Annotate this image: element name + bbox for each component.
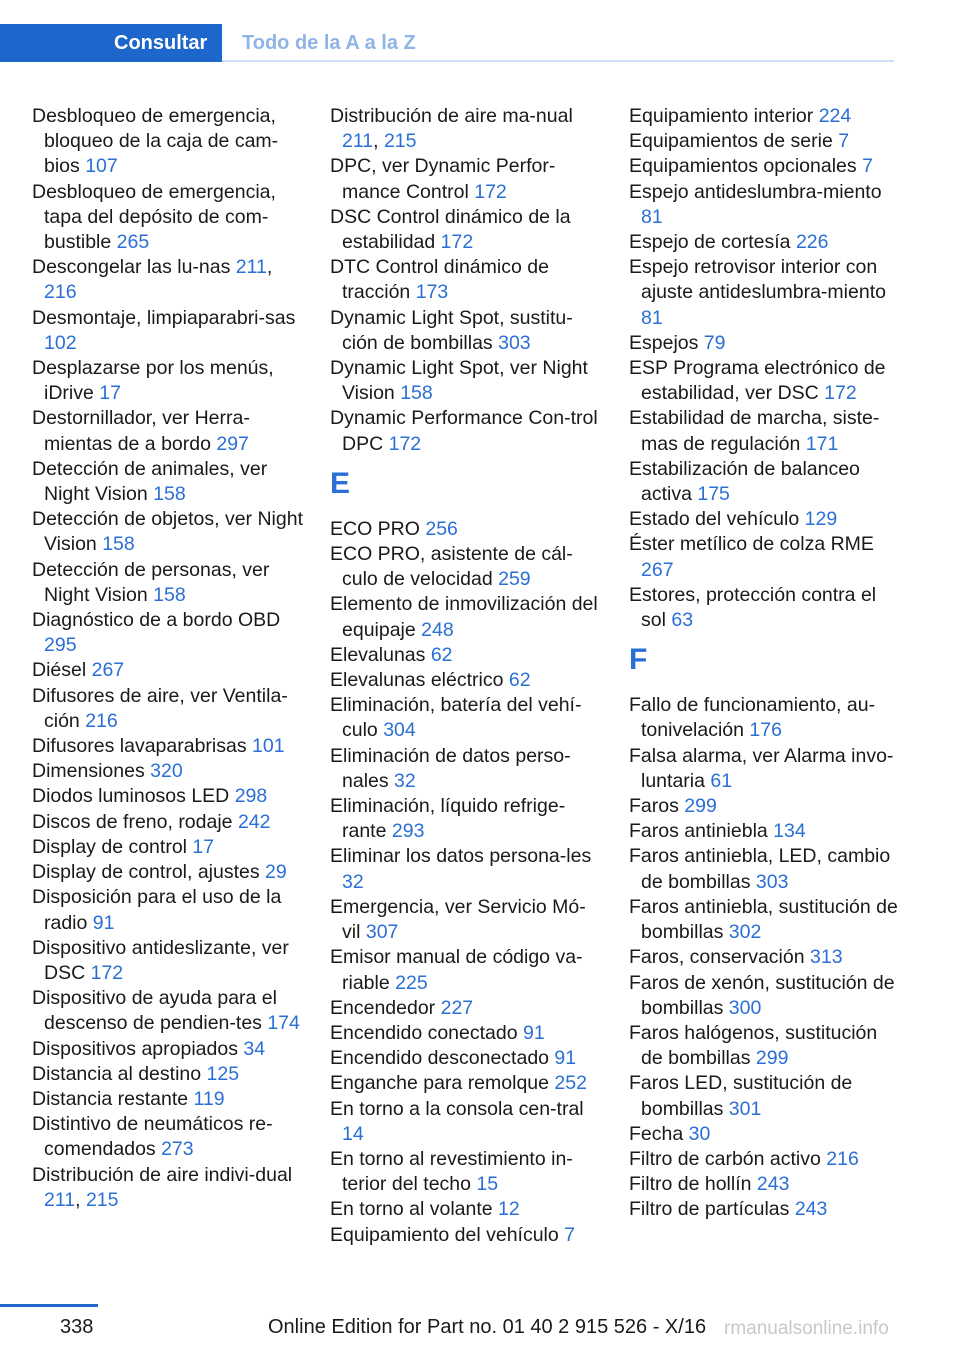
index-entry	[32, 860, 304, 885]
index-entry	[629, 1197, 901, 1222]
index-term: Distribución de aire indivi-dual	[32, 1163, 293, 1186]
page-reference-link[interactable]: 307	[365, 921, 399, 944]
index-column-3	[629, 104, 901, 1223]
index-term: Emergencia, ver Servicio Mó-vil	[330, 895, 586, 944]
page-reference-link[interactable]: 176	[749, 719, 782, 742]
index-term: Elevalunas eléctrico	[330, 669, 509, 692]
index-term: Difusores de aire, ver Ventila-ción	[32, 684, 288, 732]
page-reference-link[interactable]: 299	[684, 795, 717, 818]
page-reference-link[interactable]: 226	[795, 231, 829, 254]
index-term: Espejo retrovisor interior con ajuste antideslumbra-miento	[629, 256, 886, 304]
page-reference-link[interactable]: 63	[671, 609, 694, 632]
index-entry	[32, 356, 304, 406]
index-entry	[32, 810, 304, 835]
index-entry	[32, 608, 304, 658]
index-entry	[330, 542, 602, 592]
index-term: Dynamic Light Spot, ver Night Vision	[330, 357, 588, 405]
page-reference-link[interactable]: 17	[99, 382, 121, 405]
index-entry	[629, 1172, 901, 1197]
index-term: Desbloqueo de emergencia, bloqueo de la caja de cam-bios	[32, 105, 279, 178]
page-reference-link[interactable]: 14	[342, 1122, 364, 1145]
page-reference-link[interactable]: 211	[44, 1188, 76, 1211]
index-entry	[330, 205, 602, 255]
index-entry	[32, 936, 304, 986]
index-entry	[629, 895, 901, 945]
section-letter: F	[629, 643, 648, 677]
index-term: Estabilidad de marcha, siste-mas de regulación	[629, 407, 880, 455]
index-term: Equipamientos de serie	[629, 130, 839, 153]
page-reference-link[interactable]: 299	[755, 1047, 789, 1070]
index-term: Descongelar las lu-nas	[32, 256, 236, 279]
index-term: Faros de xenón, sustitución de bombillas	[629, 971, 895, 1019]
page-reference-link[interactable]: 259	[498, 568, 531, 591]
index-term: Distancia restante	[32, 1087, 194, 1110]
index-term: Equipamientos opcionales	[629, 155, 863, 178]
index-entry	[629, 583, 901, 633]
page-reference-link[interactable]: 91	[522, 1021, 545, 1044]
index-term: Faros	[629, 795, 685, 818]
index-entry	[32, 457, 304, 507]
index-term: Dimensiones	[32, 760, 151, 783]
page-reference-link[interactable]: 242	[237, 810, 271, 833]
page-reference-link[interactable]: 211	[342, 130, 374, 153]
page-reference-link[interactable]: 256	[425, 517, 458, 540]
index-entry	[629, 1122, 901, 1147]
index-entry	[629, 154, 901, 179]
index-entry	[330, 1147, 602, 1197]
index-entry	[32, 734, 304, 759]
index-column-2	[330, 104, 602, 1248]
index-term: Discos de freno, rodaje	[32, 810, 238, 833]
index-term: Encendido desconectado	[330, 1047, 555, 1070]
page-reference-link[interactable]: 32	[394, 769, 416, 792]
page-reference-link[interactable]: 225	[395, 971, 428, 994]
index-entry	[330, 1021, 602, 1046]
index-term: ESP Programa electrónico de estabilidad, ver DSC	[629, 357, 886, 405]
index-term: Distintivo de neumáticos re-comendados	[32, 1113, 273, 1161]
index-entry	[32, 1062, 304, 1087]
index-term: Elemento de inmovilización del equipaje	[330, 593, 598, 641]
page-reference-link[interactable]: 7	[862, 155, 873, 178]
index-term: Faros halógenos, sustitución de bombillas	[629, 1021, 878, 1070]
page-reference-link[interactable]: 267	[91, 659, 125, 682]
page-reference-link[interactable]: 216	[44, 281, 77, 304]
index-entry	[629, 457, 901, 507]
index-entry	[32, 759, 304, 784]
index-term: Destornillador, ver Herra-mientas de a bordo	[32, 407, 250, 455]
index-term: Difusores lavaparabrisas	[32, 735, 253, 758]
index-entry	[629, 406, 901, 456]
index-term: Estado del vehículo	[629, 508, 805, 531]
index-entry: Distribución de aire ma-nual 211, 215	[330, 105, 573, 153]
index-term: Filtro de hollín	[629, 1173, 757, 1196]
page-reference-link[interactable]: 101	[252, 735, 285, 758]
page-reference-link[interactable]: 215	[85, 1188, 119, 1211]
index-term: Detección de animales, ver Night Vision	[32, 457, 268, 506]
index-entry	[629, 532, 901, 582]
index-entry	[330, 592, 602, 642]
index-term: En torno a la consola cen-tral	[330, 1097, 584, 1120]
index-term: Equipamiento del vehículo	[330, 1223, 565, 1246]
page-reference-link[interactable]: 61	[710, 769, 733, 792]
index-term: Fecha	[629, 1122, 689, 1145]
index-entry: Descongelar las lu-nas 211, 216	[32, 256, 273, 304]
index-entry	[32, 180, 304, 256]
page-reference-link[interactable]: 243	[756, 1173, 790, 1196]
index-term: Estores, protección contra el sol	[629, 583, 877, 632]
index-entry	[32, 885, 304, 935]
index-term: Faros antiniebla, LED, cambio de bombillas	[629, 845, 891, 893]
page-reference-link[interactable]: 300	[728, 996, 762, 1019]
index-entry	[629, 1071, 901, 1121]
index-term: Filtro de partículas	[629, 1198, 795, 1221]
page-reference-link[interactable]: 129	[804, 508, 838, 531]
index-term: Filtro de carbón activo	[629, 1147, 827, 1170]
index-entry	[629, 180, 901, 230]
page-reference-link[interactable]: 172	[388, 432, 422, 455]
index-term: En torno al volante	[330, 1198, 499, 1221]
page-reference-link[interactable]: 211	[235, 256, 267, 279]
index-term: Emisor manual de código va-riable	[330, 946, 583, 994]
page-reference-link[interactable]: 158	[400, 382, 433, 405]
page-reference-link[interactable]: 32	[342, 870, 364, 893]
index-entry	[629, 744, 901, 794]
index-entry	[32, 306, 304, 356]
index-entry	[629, 507, 901, 532]
index-term: Eliminación, batería del vehí-culo	[330, 694, 582, 742]
index-term: Elevalunas	[330, 643, 431, 666]
index-entry	[629, 844, 901, 894]
page-reference-link[interactable]: 297	[216, 432, 249, 455]
index-entry	[629, 104, 901, 129]
index-entry	[330, 1097, 602, 1147]
page-reference-link[interactable]: 273	[161, 1138, 194, 1161]
index-entry	[330, 844, 602, 894]
index-term: Espejo antideslumbra-miento	[629, 180, 882, 203]
index-entry	[330, 306, 602, 356]
page-reference-link[interactable]: 216	[826, 1147, 859, 1170]
index-entry	[32, 986, 304, 1036]
index-term: En torno al revestimiento in-terior del techo	[330, 1147, 573, 1196]
index-entry	[330, 996, 602, 1021]
page-reference-link[interactable]: 215	[383, 130, 417, 153]
page-reference-link[interactable]: 62	[508, 669, 531, 692]
index-term: Eliminación, líquido refrige-rante	[330, 795, 566, 843]
index-term: Dynamic Light Spot, sustitu-ción de bombillas	[330, 306, 573, 354]
index-entry	[330, 643, 602, 668]
page-reference-link[interactable]: 216	[85, 709, 118, 732]
index-entry	[629, 1147, 901, 1172]
page-reference-link[interactable]: 134	[773, 820, 806, 843]
index-term: Equipamiento interior	[629, 105, 819, 127]
tab-consultar[interactable]: Consultar	[0, 24, 222, 62]
page-reference-link[interactable]: 298	[234, 785, 268, 808]
index-entry	[629, 230, 901, 255]
index-entry	[330, 154, 602, 204]
page-reference-link[interactable]: 295	[44, 634, 77, 657]
index-entry	[330, 1071, 602, 1096]
page-reference-link[interactable]: 119	[193, 1087, 225, 1110]
index-entry	[330, 255, 602, 305]
index-term: Desbloqueo de emergencia, tapa del depósito de com-bustible	[32, 180, 276, 254]
index-entry	[32, 406, 304, 456]
index-entry	[629, 356, 901, 406]
index-entry	[32, 1087, 304, 1112]
index-term: Faros antiniebla, sustitución de bombillas	[629, 895, 898, 944]
index-term: DTC Control dinámico de tracción	[330, 256, 549, 304]
page-reference-link[interactable]: 174	[267, 1012, 300, 1035]
page-reference-link[interactable]: 102	[44, 331, 77, 354]
index-term: DSC Control dinámico de la estabilidad	[330, 205, 571, 254]
index-term: Faros antiniebla	[629, 820, 774, 843]
index-entry	[330, 895, 602, 945]
index-term: Display de control, ajustes	[32, 861, 266, 884]
index-term: Dynamic Performance Con-trol DPC	[330, 407, 598, 455]
page-reference-link[interactable]: 303	[755, 870, 789, 893]
index-entry	[629, 255, 901, 331]
index-entry	[32, 658, 304, 683]
tab-todo-a-z[interactable]: Todo de la A a la Z	[242, 32, 416, 54]
page-reference-link[interactable]: 30	[688, 1122, 711, 1145]
index-term: Espejo de cortesía	[629, 231, 796, 254]
index-term: Eliminar los datos persona-les	[330, 845, 592, 868]
index-entry	[330, 406, 602, 456]
page-reference-link[interactable]: 243	[794, 1198, 828, 1221]
index-entry	[32, 835, 304, 860]
index-term: Distancia al destino	[32, 1062, 207, 1085]
index-entry	[330, 668, 602, 693]
index-term: Encendido conectado	[330, 1021, 523, 1044]
page-reference-link[interactable]: 252	[554, 1072, 587, 1095]
page-reference-link[interactable]: 171	[805, 432, 839, 455]
index-entry	[32, 507, 304, 557]
index-term: Eliminación de datos perso-nales	[330, 744, 571, 792]
page-reference-link[interactable]: 7	[838, 130, 850, 153]
page-reference-link[interactable]: 158	[102, 533, 135, 556]
index-term: Dispositivo de ayuda para el descenso de pendien-tes	[32, 987, 277, 1035]
watermark: rmanualsonline.info	[724, 1318, 889, 1339]
section-letter: E	[330, 466, 351, 500]
index-term: Detección de objetos, ver Night Vision	[32, 508, 303, 556]
index-entry	[629, 331, 901, 356]
index-entry: Distribución de aire indivi-dual 211, 215	[32, 1163, 293, 1211]
page-reference-link[interactable]: 224	[818, 105, 852, 127]
index-term: Éster metílico de colza RME	[629, 533, 874, 556]
page-reference-link[interactable]: 29	[265, 861, 287, 884]
index-term: Estabilización de balanceo activa	[629, 457, 860, 506]
index-term: Diagnóstico de a bordo OBD	[32, 609, 281, 632]
index-entry	[32, 684, 304, 734]
index-entry	[32, 104, 304, 180]
edition-text: Online Edition for Part no. 01 40 2 915 526 - X/16	[268, 1316, 707, 1338]
index-entry	[32, 1037, 304, 1062]
index-entry	[330, 945, 602, 995]
index-term: ECO PRO	[330, 517, 426, 540]
page-reference-link[interactable]: 62	[430, 643, 453, 666]
index-term: Desmontaje, limpiaparabri-sas	[32, 306, 296, 329]
index-term: Enganche para remolque	[330, 1072, 555, 1095]
page-reference-link[interactable]: 293	[391, 820, 425, 843]
page-reference-link[interactable]: 172	[440, 231, 474, 254]
page-reference-link[interactable]: 91	[554, 1047, 577, 1070]
index-term: Fallo de funcionamiento, au-tonivelación	[629, 694, 876, 742]
index-term: DPC, ver Dynamic Perfor-mance Control	[330, 155, 556, 203]
page-reference-link[interactable]: 172	[474, 180, 507, 203]
index-term: Diésel	[32, 659, 92, 682]
index-entry	[330, 356, 602, 406]
index-entry	[629, 971, 901, 1021]
page-reference-link[interactable]: 107	[85, 155, 118, 178]
page-reference-link[interactable]: 320	[150, 760, 183, 783]
page-reference-link[interactable]: 17	[192, 835, 215, 858]
index-entry	[330, 744, 602, 794]
page-reference-link[interactable]: 303	[498, 331, 531, 354]
index-entry	[629, 693, 901, 743]
index-term: Espejos	[629, 331, 704, 354]
page-reference-link[interactable]: 175	[697, 483, 730, 506]
page-reference-link[interactable]: 302	[728, 921, 762, 944]
index-entry	[330, 794, 602, 844]
page-reference-link[interactable]: 79	[703, 331, 726, 354]
page-reference-link[interactable]: 313	[810, 946, 843, 969]
index-entry	[629, 794, 901, 819]
page-reference-link[interactable]: 173	[415, 281, 449, 304]
index-term: Encendedor	[330, 996, 441, 1019]
footer-rule	[0, 1304, 98, 1307]
index-entry	[330, 1197, 602, 1222]
index-entry	[32, 1112, 304, 1162]
page-reference-link[interactable]: 34	[243, 1037, 266, 1060]
page-reference-link[interactable]: 81	[641, 306, 663, 329]
page-reference-link[interactable]: 7	[564, 1223, 576, 1246]
page-reference-link[interactable]: 15	[476, 1173, 499, 1196]
index-entry	[330, 517, 602, 542]
index-entry	[330, 693, 602, 743]
index-term: Dispositivos apropiados	[32, 1037, 244, 1060]
page-reference-link[interactable]: 158	[153, 583, 186, 606]
page-reference-link[interactable]: 81	[641, 205, 663, 228]
page-reference-link[interactable]: 12	[498, 1198, 520, 1221]
index-term: Disposición para el uso de la radio	[32, 886, 282, 934]
page-reference-link[interactable]: 301	[728, 1097, 762, 1120]
page-reference-link[interactable]: 227	[440, 996, 474, 1019]
index-term: Faros LED, sustitución de bombillas	[629, 1072, 853, 1120]
page-reference-link[interactable]: 91	[92, 911, 115, 934]
index-term: Desplazarse por los menús, iDrive	[32, 357, 274, 405]
index-entry	[32, 784, 304, 809]
page-reference-link[interactable]: 248	[421, 618, 454, 641]
page-number: 338	[60, 1316, 94, 1338]
index-entry	[629, 1021, 901, 1071]
header	[0, 0, 960, 64]
index-term: Dispositivo antideslizante, ver DSC	[32, 936, 289, 984]
index-entry	[629, 129, 901, 154]
index-term: Falsa alarma, ver Alarma invo-luntaria	[629, 744, 894, 792]
index-entry	[330, 1046, 602, 1071]
page-reference-link[interactable]: 265	[116, 231, 150, 254]
index-term: Display de control	[32, 835, 193, 858]
index-entry	[32, 558, 304, 608]
page-reference-link[interactable]: 172	[90, 961, 124, 984]
index-column-1	[32, 104, 304, 1213]
index-entry	[629, 819, 901, 844]
index-term: Distribución de aire ma-nual	[330, 105, 573, 127]
page-reference-link[interactable]: 267	[641, 558, 674, 581]
page-reference-link[interactable]: 158	[153, 483, 186, 506]
index-term: Faros, conservación	[629, 946, 810, 969]
index-term: Detección de personas, ver Night Vision	[32, 558, 270, 606]
index-entry	[330, 1223, 602, 1248]
index-entry	[629, 945, 901, 970]
header-divider	[222, 60, 894, 62]
page-reference-link[interactable]: 304	[383, 719, 416, 742]
index-term: ECO PRO, asistente de cál-culo de velocidad	[330, 543, 573, 591]
page-reference-link[interactable]: 125	[206, 1062, 240, 1085]
index-term: Diodos luminosos LED	[32, 785, 235, 808]
page-reference-link[interactable]: 172	[824, 382, 857, 405]
